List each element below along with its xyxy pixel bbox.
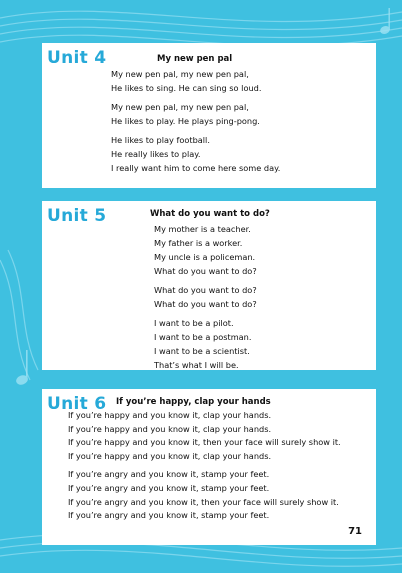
unit-label: Unit 5 [47,206,107,226]
lyric-line: If you’re angry and you know it, stamp your feet. [68,482,270,493]
lyric-line: What do you want to do? [154,285,257,295]
lyric-line: If you’re happy and you know it, clap your hands. [68,410,272,420]
lyric-line: I want to be a scientist. [154,346,250,356]
lyric-line: If you’re happy and you know it, clap your hands. [68,423,272,434]
lyric-line: My mother is a teacher. [154,224,251,234]
lyric-line: He likes to sing. He can sing so loud. [111,83,262,93]
song-lyrics [154,222,257,372]
song-lyrics [68,409,341,523]
song-title: My new pen pal [157,54,233,64]
song-title: What do you want to do? [150,209,270,219]
lyric-line: My new pen pal, my new pen pal, [111,102,249,112]
lyric-line: I want to be a postman. [154,332,252,342]
lyric-line: I really want him to come here some day. [111,163,281,173]
lyric-line: My uncle is a policeman. [154,252,256,262]
lyric-line: He really likes to play. [111,149,201,159]
lyric-line: If you’re happy and you know it, clap your hands. [68,450,272,461]
unit-6-card [42,389,376,545]
lyric-line: My father is a worker. [154,238,243,248]
lyric-line: What do you want to do? [154,299,257,309]
lyric-line: If you’re happy and you know it, then your face will surely show it. [68,437,341,448]
lyric-line: My new pen pal, my new pen pal, [111,69,249,79]
lyric-line: He likes to play football. [111,135,210,145]
unit-4-card [42,43,376,188]
lyric-line: That’s what I will be. [154,360,239,370]
lyric-line: He likes to play. He plays ping-pong. [111,116,260,126]
song-title: If you’re happy, clap your hands [116,397,271,407]
lyric-line: If you’re angry and you know it, then your face will surely show it. [68,496,339,507]
page-number: 71 [348,526,362,537]
unit-5-card [42,201,376,370]
song-lyrics [111,67,280,175]
unit-label: Unit 6 [47,394,107,414]
lyric-line: If you’re angry and you know it, stamp your feet. [68,510,270,521]
unit-label: Unit 4 [47,48,107,68]
lyric-line: What do you want to do? [154,266,257,276]
lyric-line: If you’re angry and you know it, stamp your feet. [68,469,270,480]
lyric-line: I want to be a pilot. [154,318,234,328]
